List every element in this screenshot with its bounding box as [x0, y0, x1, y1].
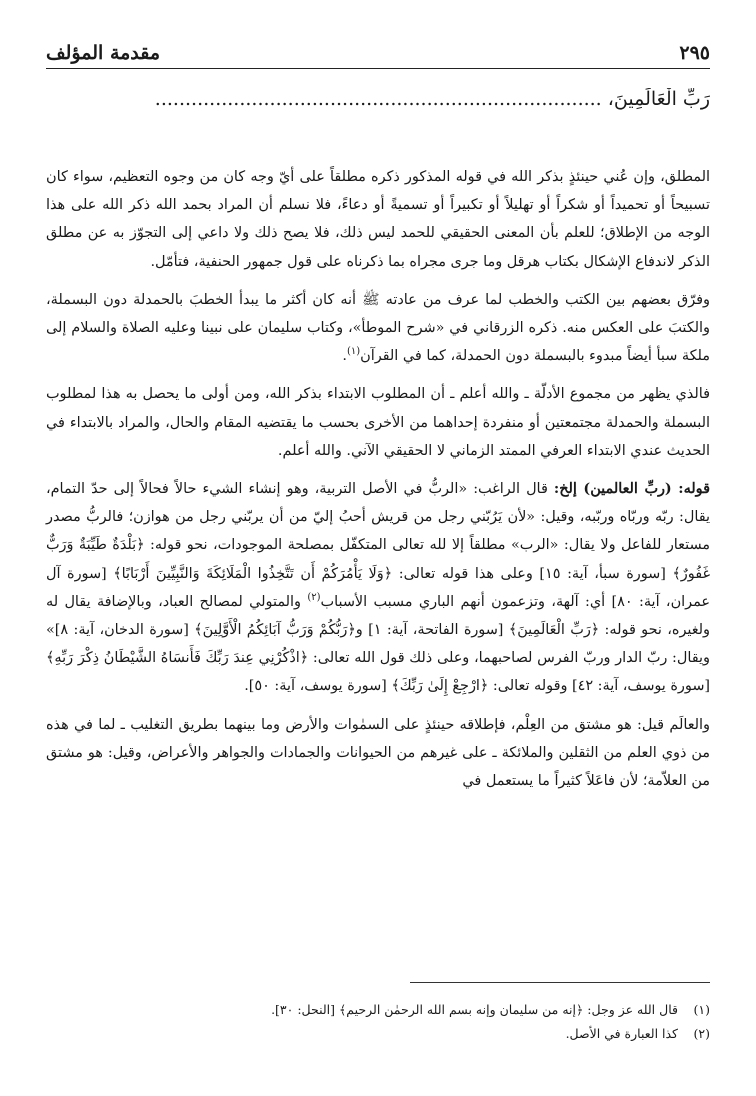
footnote-ref-2[interactable]: (٢) — [307, 592, 321, 604]
commentary-body — [46, 163, 710, 805]
page-number: ٢٩٥ — [679, 42, 710, 64]
paragraph-1 — [46, 163, 710, 276]
footnote-number: (١) — [693, 1002, 710, 1017]
matn-line: رَبِّ الْعَالَمِينَ، .......................................................................... — [154, 88, 710, 110]
chapter-title: مقدمة المؤلف — [46, 42, 161, 64]
paragraph-5 — [46, 711, 710, 796]
footnote-text: كذا العبارة في الأصل. — [565, 1026, 678, 1041]
paragraph-tail: . — [342, 348, 347, 365]
paragraph-text: والعالَم قيل: هو مشتق من العِلْم، فإطلاقه حينئذٍ على السمٰوات والأرض وما بينهما بطريق التغليب ـ لما في هذه من ذوي العلم من الثقلين والملائكة ـ على غيرهم من الحيوانات والجمادات والجواهر والأعراض، وقيل: هو مشتق من العلاّمة؛ لأن فاعَلاً كثيراً ما يستعمل في — [46, 716, 710, 790]
footnotes — [46, 998, 710, 1046]
paragraph-text: وفرّق بعضهم بين الكتب والخطب لما عرف من عادته ﷺ أنه كان أكثر ما يبدأ الخطبَ بالحمدلة دون البسملة، والكتبَ على العكس منه. ذكره الزرقاني في «شرح الموطأ»، وكتاب سليمان على نبينا وعليه الصلاة والسلام إلى ملكة سبأ أيضاً مبدوء بالبسملة دون الحمدلة، كما في القرآن — [46, 291, 710, 365]
footnote-divider — [410, 982, 710, 983]
footnote-ref-1[interactable]: (١) — [346, 346, 361, 358]
paragraph-lead: قوله: (ربِّ العالمين) إلخ: — [553, 480, 710, 498]
paragraph-text: المطلق، وإن عُني حينئذٍ بذكر الله في قوله المذكور ذكره مطلقاً على أيّ وجه كان من وجوه التعظيم، سواء كان تسبيحاً أو تحميداً أو شكراً أو تهليلاً أو تكبيراً أو تسميةً أو دعاءً، فلا نسلم أن المراد بحمد الله ذكر الله على هذا الوجه من الإطلاق؛ للعلم بأن المعنى الحقيقي للحمد ليس ذلك، فلا يصح ذلك ولا داعي إلى التجوّز به عن مطلق الذكر لاندفاع الإشكال بكتاب هرقل وما جرى مجراه بما ذكرناه على قول جمهور الحنفية، فتأمّل. — [46, 169, 710, 270]
paragraph-tail: والمتولي لمصالح العباد، وبالإضافة يقال له ولغيره، نحو قوله: ﴿رَبِّ الْعَالَمِينَ﴾ [سورة الفاتحة، آية: ١] و﴿رَبُّكُمْ وَرَبُّ آبَائِكُمُ الْأَوَّلِينَ﴾ [سورة الدخان، آية: ٨]» ويقال: ربّ الدار وربّ الفرس لصاحبهما، وعلى ذلك قول الله تعالى: ﴿اذْكُرْنِي عِندَ رَبِّكَ فَأَنسَاهُ الشَّيْطَانُ ذِكْرَ رَبِّهِ﴾ [سورة يوسف، آية: ٤٢] وقوله تعالى: ﴿ارْجِعْ إِلَىٰ رَبِّكَ﴾ [سورة يوسف، آية: ٥٠]. — [46, 593, 711, 695]
paragraph-text: قال الراغب: «الربُّ في الأصل التربية، وهو إنشاء الشيء حالاً فحالاً إلى حدّ التمام، يقال: ربّه وربّاه وربّبه، وقيل: «لأن يَرُبّني رجل من قريش أحبُ إليّ من أن يربّني رجل من هوازن؛ فالربُّ مصدر مستعار للفاعل ولا يقال: «الرب» مطلقاً إلا لله تعالى المتكفّل بمصلحة الموجودات، نحو قوله: ﴿بَلْدَةٌ طَيِّبَةٌ وَرَبٌّ غَفُورٌ﴾ [سورة سبأ، آية: ١٥] وعلى هذا قوله تعالى: ﴿وَلَا يَأْمُرَكُمْ أَن تَتَّخِذُوا الْمَلَائِكَةَ وَالنَّبِيِّينَ أَرْبَابًا﴾ [سورة آل عمران، آية: ٨٠] أي: آلهة، وتزعمون أنهم الباري مسبب الأسباب — [46, 481, 710, 610]
running-header — [46, 36, 710, 69]
footnote-1 — [46, 998, 710, 1022]
paragraph-4 — [46, 475, 710, 701]
footnote-2 — [46, 1022, 710, 1046]
paragraph-3 — [46, 380, 710, 465]
paragraph-2 — [46, 286, 710, 371]
footnote-text: قال الله عز وجل: ﴿إنه من سليمان وإنه بسم الله الرحمٰن الرحيم﴾ [النحل: ٣٠]. — [271, 1002, 678, 1017]
paragraph-text: فالذي يظهر من مجموع الأدلّة ـ والله أعلم ـ أن المطلوب الابتداء بذكر الله، ومن أولى ما يحصل به هذا لمطلوب البسملة والحمدلة مجتمعتين أو منفردة إحداهما من الأخرى بحسب ما يقتضيه المقام والحال، والمراد بالابتداء في الحديث عندي الابتداء العرفي الممتد الزماني لا الحقيقي الآني. والله أعلم. — [46, 386, 710, 459]
footnote-number: (٢) — [693, 1026, 710, 1041]
